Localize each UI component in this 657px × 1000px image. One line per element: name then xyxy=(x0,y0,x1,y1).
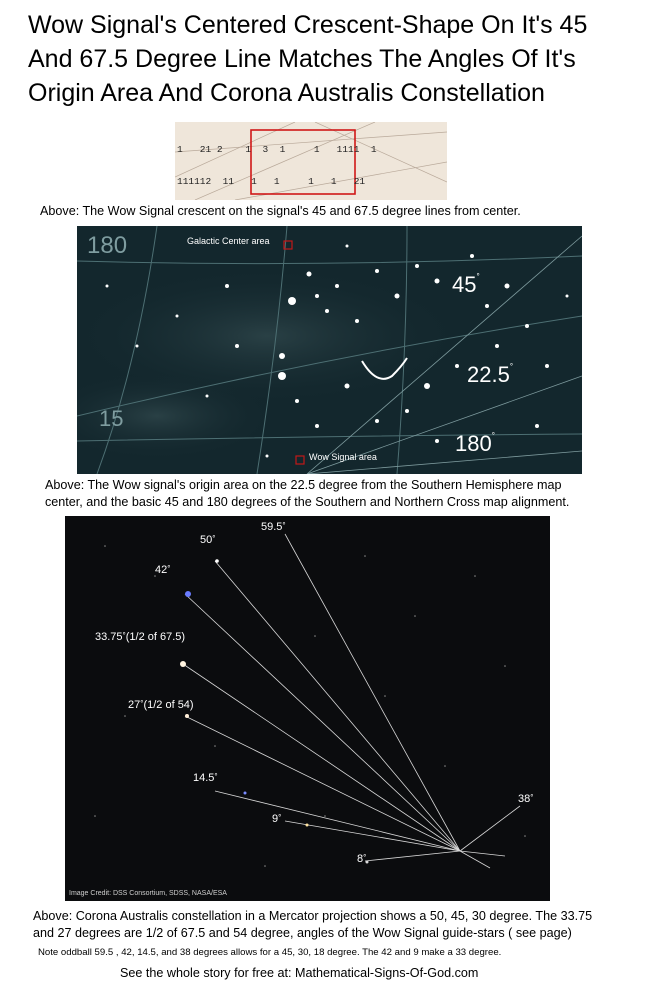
angle-label-33-75: 33.75°(1/2 of 67.5) xyxy=(95,631,186,643)
printout-text xyxy=(177,124,382,200)
title-line-2: And 67.5 Degree Line Matches The Angles Of It's xyxy=(28,45,576,73)
footer-text: See the whole story for free at: Mathematical-Signs-Of-God.com xyxy=(120,966,479,980)
galactic-center-label: Galactic Center area xyxy=(187,236,270,246)
wow-area-marker xyxy=(296,456,304,464)
caption-corona xyxy=(33,908,653,942)
star-map-drawing xyxy=(77,226,582,474)
corona-australis-image xyxy=(65,516,550,901)
wow-printout-image xyxy=(175,122,447,200)
title-line-3: Origin Area And Corona Australis Constellation xyxy=(28,79,545,107)
angle-label-42: 42° xyxy=(155,564,171,576)
caption-printout: Above: The Wow Signal crescent on the signal's 45 and 67.5 degree lines from center. xyxy=(40,204,521,218)
note-text: Note oddball 59.5 , 42, 14.5, and 38 degrees allows for a 45, 30, 18 degree. The 42 and 9 make a 33 degree. xyxy=(38,947,502,958)
page-title xyxy=(28,8,648,110)
caption-corona-line-1: Above: Corona Australis constellation in a Mercator projection shows a 50, 45, 30 degree. The 33.75 xyxy=(33,909,593,923)
map-label-22-5: 22.5° xyxy=(467,362,514,387)
caption-corona-line-2: and 27 degrees are 1/2 of 67.5 and 54 degree, angles of the Wow Signal guide-stars ( see page) xyxy=(33,926,572,940)
printout-row: 111112 11 1 1 1 1 21 xyxy=(177,175,366,187)
image-credit: Image Credit: DSS Consortium, SDSS, NASA/ESA xyxy=(69,890,227,897)
map-label-180-right: 180° xyxy=(455,431,495,456)
star-map-image xyxy=(77,226,582,474)
caption-star-map-line-1: Above: The Wow signal's origin area on the 22.5 degree from the Southern Hemisphere map xyxy=(45,478,562,492)
angle-label-59-5: 59.5° xyxy=(261,521,286,533)
angle-label-38: 38° xyxy=(518,793,534,805)
caption-star-map xyxy=(45,477,645,511)
map-label-45: 45° xyxy=(452,272,480,297)
angle-label-8: 8° xyxy=(357,853,367,865)
angle-label-14-5: 14.5° xyxy=(193,772,218,784)
map-label-180-top: 180 xyxy=(87,232,128,259)
title-line-1: Wow Signal's Centered Crescent-Shape On It's 45 xyxy=(28,11,588,39)
map-label-15: 15 xyxy=(99,406,124,431)
caption-star-map-line-2: center, and the basic 45 and 180 degrees of the Southern and Northern Cross map alignment. xyxy=(45,495,570,509)
angle-label-50: 50° xyxy=(200,534,216,546)
angle-label-27: 27°(1/2 of 54) xyxy=(128,699,194,711)
angle-label-9: 9° xyxy=(272,813,282,825)
printout-row: 1 21 2 1 3 1 1 1111 1 xyxy=(177,144,377,155)
wow-area-label: Wow Signal area xyxy=(309,452,377,462)
